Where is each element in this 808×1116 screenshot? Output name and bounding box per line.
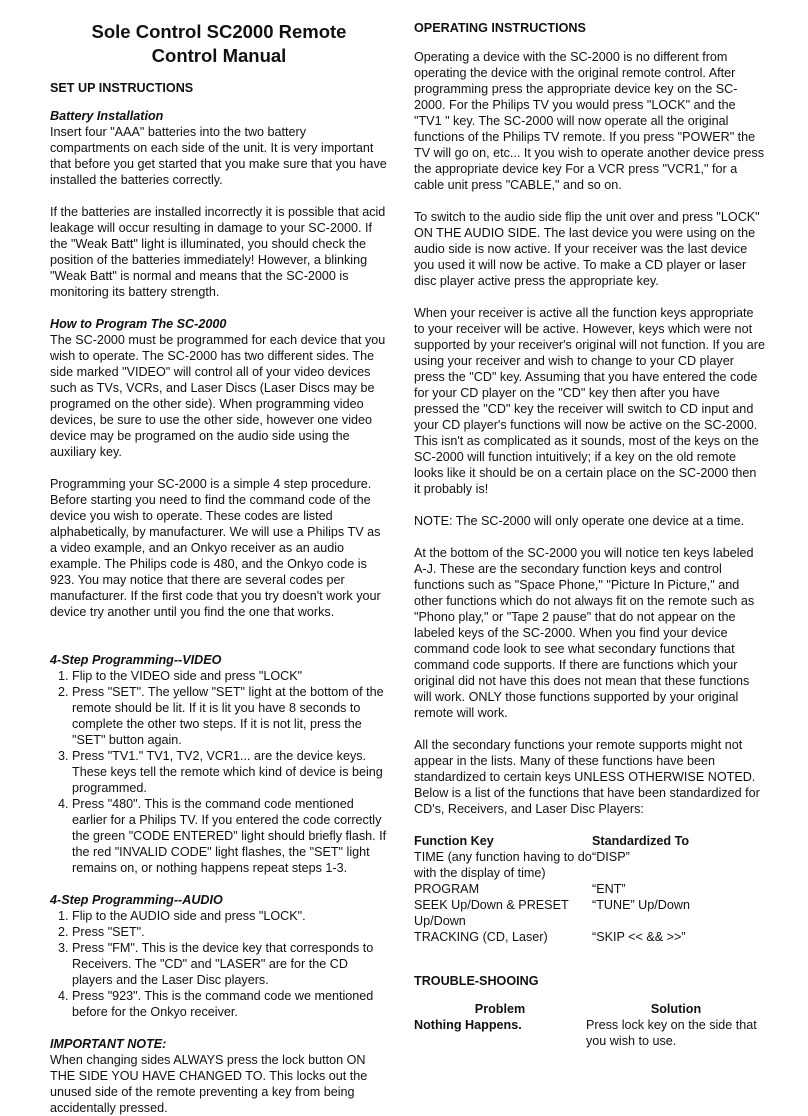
table-cell: TRACKING (CD, Laser) bbox=[414, 930, 548, 944]
operating-heading: OPERATING INSTRUCTIONS bbox=[414, 21, 586, 35]
battery-paragraph-1: Insert four "AAA" batteries into the two battery compartments on each side of the unit. It is very important that before you get started that you make sure that you have installed the batteries correctly. bbox=[50, 125, 387, 187]
table-cell: SEEK Up/Down & PRESET Up/Down bbox=[414, 898, 569, 928]
function-table-header-std: Standardized To bbox=[592, 834, 690, 848]
operating-note: NOTE: The SC-2000 will only operate one device at a time. bbox=[414, 514, 745, 528]
operating-paragraph-5: At the bottom of the SC-2000 you will notice ten keys labeled A-J. These are the secondary function keys and control functions such as "Space Phone," "Picture In Picture," and other functions which do not always fit on the remote such as "Phono play," or "Tape 2 pause" that do not appear on the labeled keys of the SC-2000. When you find your device command code look to see what secondary functions that command code supports. If there are functions which your original did not have this does not mean that these functions will work. ONLY those functions supported by your original remote will work. bbox=[414, 546, 755, 720]
audio-steps-heading: 4-Step Programming--AUDIO bbox=[50, 893, 223, 907]
program-paragraph-2: Programming your SC-2000 is a simple 4 step procedure. Before starting you need to find the command code of the device you wish to operate. These codes are listed alphabetically, by manufacturer. We will use a Philips TV as a video example, and an Onkyo receiver as an audio example. The Philips code is 480, and the Onkyo code is 923. You may notice that there are several codes per manufacturer. If the first code that you try doesn't work your device try another until you find the one that works. bbox=[50, 477, 381, 619]
list-item: 2. Press "SET". The yellow "SET" light at the bottom of the remote should be lit. If it is lit you have 8 seconds to complete the other two steps. If it is not lit, press the "SET" button again. bbox=[72, 684, 388, 748]
function-table bbox=[414, 833, 766, 945]
video-steps-list bbox=[50, 668, 388, 876]
title-line-2: Control Manual bbox=[151, 45, 287, 66]
list-item: 1. Flip to the VIDEO side and press "LOCK" bbox=[72, 668, 388, 684]
program-heading: How to Program The SC-2000 bbox=[50, 317, 227, 331]
list-item: 2. Press "SET". bbox=[72, 924, 388, 940]
operating-paragraph-2: To switch to the audio side flip the unit over and press "LOCK" ON THE AUDIO SIDE. The last device you were using on the audio side is now active. If your receiver was the last device you used it will now be active. To make a CD player or laser disc player active press the appropriate key. bbox=[414, 210, 760, 288]
list-item: 3. Press "FM". This is the device key that corresponds to Receivers. The "CD" and "LASER" are for the CD players and the Laser Disc players. bbox=[72, 940, 388, 988]
trouble-heading: TROUBLE-SHOOING bbox=[414, 974, 539, 988]
operating-paragraph-6: All the secondary functions your remote supports might not appear in the lists. Many of these functions have been standardized to certain keys UNLESS OTHERWISE NOTED. Below is a list of the functions that have been standardized for CD's, Receivers, and Laser Disc Players: bbox=[414, 738, 760, 816]
trouble-table bbox=[414, 1001, 766, 1049]
audio-steps-list bbox=[50, 908, 388, 1020]
right-column bbox=[414, 20, 766, 1049]
list-item: 3. Press "TV1." TV1, TV2, VCR1... are the device keys. These keys tell the remote which kind of device is being programmed. bbox=[72, 748, 388, 796]
trouble-header-solution: Solution bbox=[650, 1002, 702, 1016]
setup-heading: SET UP INSTRUCTIONS bbox=[50, 81, 194, 95]
video-steps-heading: 4-Step Programming--VIDEO bbox=[50, 653, 222, 667]
left-column bbox=[50, 0, 388, 1116]
title-line-1: Sole Control SC2000 Remote bbox=[91, 21, 347, 42]
battery-heading: Battery Installation bbox=[50, 109, 164, 123]
table-cell: TIME (any function having to do with the display of time) bbox=[414, 850, 592, 880]
battery-paragraph-2: If the batteries are installed incorrectly it is possible that acid leakage will occur resulting in damage to your SC-2000. If the "Weak Batt" light is illuminated, you should check the position of the batteries immediately! However, a blinking "Weak Batt" is normal and means that the SC-2000 is monitoring its battery strength. bbox=[50, 205, 386, 299]
function-table-header-key: Function Key bbox=[414, 834, 494, 848]
table-cell: Nothing Happens. bbox=[414, 1018, 522, 1032]
table-cell: “SKIP << && >>” bbox=[592, 930, 686, 944]
operating-paragraph-3: When your receiver is active all the function keys appropriate to your receiver will be active. However, keys which were not supported by your receiver's original will not function. If you are using your receiver and wish to change to your CD player press the "CD" key. Assuming that you have entered the code for your CD player on the "CD" key then after you have pressed the "CD" key the receiver will switch to CD input and your CD player's functions will now be active on the SC-2000. This isn't as complicated as it sounds, most of the keys on the SC-2000 will function intuitively; if a key on the old remote looks like it should be on a certain place on the SC-2000 then it probably is! bbox=[414, 306, 766, 496]
important-heading: IMPORTANT NOTE: bbox=[50, 1037, 167, 1051]
document-title bbox=[50, 20, 388, 68]
list-item: 1. Flip to the AUDIO side and press "LOCK". bbox=[72, 908, 388, 924]
table-cell: PROGRAM bbox=[414, 882, 480, 896]
operating-paragraph-1: Operating a device with the SC-2000 is no different from operating the device with the original remote control. After programming press the appropriate device key on the SC-2000. For the Philips TV you would press "LOCK" and the "TV1 " key. The SC-2000 will now operate all the original functions of the Philips TV remote. If you press "POWER" the TV will go on, etc... It you wish to operate another device press the appropriate device key For a VCR press "VCR1," for a cable unit press "CABLE," and so on. bbox=[414, 50, 765, 192]
list-item: 4. Press "923". This is the command code we mentioned before for the Onkyo receiver. bbox=[72, 988, 388, 1020]
program-paragraph-1: The SC-2000 must be programmed for each device that you wish to operate. The SC-2000 has two different sides. The side marked "VIDEO" will control all of your video devices such as TVs, VCRs, and Laser Discs (Laser Discs may be programed on the other side). When programming video devices, be sure to use the other side, however one video device may be programed on the audio side using the auxiliary key. bbox=[50, 333, 386, 459]
table-cell: “TUNE” Up/Down bbox=[592, 898, 690, 912]
table-cell: “ENT” bbox=[592, 882, 626, 896]
list-item: 4. Press "480". This is the command code mentioned earlier for a Philips TV. If you entered the code correctly the green "CODE ENTERED" light should briefly flash. If the red "INVALID CODE" light flashes, the "SET" light remains on, or nothing happens repeat steps 1-3. bbox=[72, 796, 388, 876]
trouble-header-problem: Problem bbox=[474, 1002, 526, 1016]
table-cell: Press lock key on the side that you wish to use. bbox=[586, 1018, 757, 1048]
table-cell: “DISP” bbox=[592, 850, 630, 864]
important-text: When changing sides ALWAYS press the lock button ON THE SIDE YOU HAVE CHANGED TO. This locks out the unused side of the remote preventing a key from being accidentally pressed. bbox=[50, 1053, 368, 1115]
